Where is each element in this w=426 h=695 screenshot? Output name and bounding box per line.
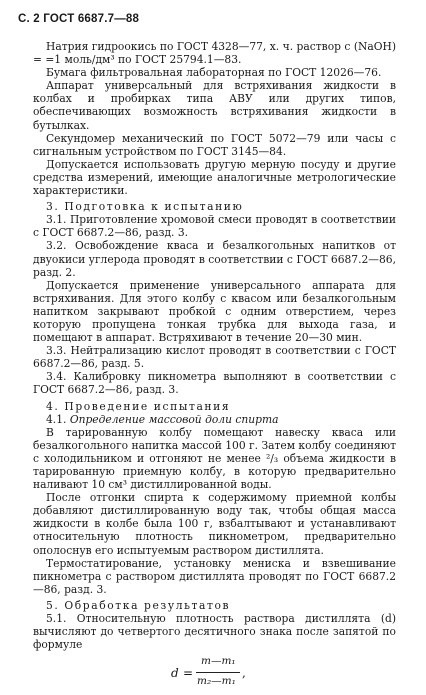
paragraph-5-1: 5.1. Относительную плотность раствора дистиллята (d) вычисляют до четвертого десятичного знака после запятой по формуле <box>33 612 396 652</box>
paragraph-4-1-a: В тарированную колбу помещают навеску кваса или безалкогольного напитка массой 100 г. Затем колбу соединяют с холодильником и отгоняют не менее ²/₃ объема жидкости в тарированную приемную колбу, в которую предварительно наливают 10 см³ дистиллированной воды. <box>33 425 396 492</box>
page-header: С. 2 ГОСТ 6687.7—88 <box>18 13 140 25</box>
subsection-4-1-heading <box>33 413 396 426</box>
document-body <box>33 40 396 695</box>
paragraph-alternatives: Допускается использовать другую мерную посуду и другие средства измерений, имеющие аналогичные метрологические характеристики. <box>33 157 396 198</box>
formula-lhs: d <box>171 666 179 681</box>
paragraph-filter-paper: Бумага фильтровальная лабораторная по ГОСТ 12026—76. <box>46 66 382 80</box>
formula-comma: , <box>242 666 246 681</box>
paragraph-3-3: 3.3. Нейтрализацию кислот проводят в соответствии с ГОСТ 6687.2—86, разд. 5. <box>33 344 396 371</box>
paragraph-4-1-b: После отгонки спирта к содержимому приемной колбы добавляют дистиллированную воду так, чтобы общая масса жидкости в колбе была 100 г, взбалтывают и устанавливают относительную плотность пикнометром, предварительно ополоснув его испытуемым раствором дистиллята. <box>33 491 396 557</box>
formula-equals: = <box>183 666 194 681</box>
paragraph-3-2: 3.2. Освобождение кваса и безалкогольных напитков от двуокиси углерода проводят в соответствии с ГОСТ 6687.2—86, разд. 2. <box>33 239 396 279</box>
formula-denominator: m₂—m₁ <box>197 675 236 688</box>
paragraph-3-2-note: Допускается применение универсального аппарата для встряхивания. Для этого колбу с квасом или безалкогольным напитком закрывают пробкой с одним отверстием, через которую пропущена тонкая трубка для выхода газа, и помещают в аппарат. Встряхивают в течение 20—30 мин. <box>33 278 396 345</box>
paragraph-reagent-naoh: Натрия гидроокись по ГОСТ 4328—77, х. ч. раствор c (NaOH) = =1 моль/дм³ по ГОСТ 25794.1—83. <box>33 40 396 67</box>
paragraph-3-1: 3.1. Приготовление хромовой смеси проводят в соответствии с ГОСТ 6687.2—86, разд. 3. <box>33 213 396 240</box>
section-3-heading: 3. Подготовка к испытанию <box>46 200 244 214</box>
paragraph-4-1-c: Термостатирование, установку мениска и взвешивание пикнометра с раствором дистиллята проводят по ГОСТ 6687.2—86, разд. 3. <box>33 556 396 596</box>
formula-numerator: m—m₁ <box>201 655 236 668</box>
section-5-heading: 5. Обработка результатов <box>46 598 231 612</box>
subsection-4-1-number: 4.1. <box>46 412 67 426</box>
paragraph-stopwatch: Секундомер механический по ГОСТ 5072—79 или часы с сигнальным устройством по ГОСТ 3145—84. <box>33 131 396 158</box>
density-formula <box>33 655 396 695</box>
paragraph-shaker: Аппарат универсальный для встряхивания жидкости в колбах и пробирках типа АВУ или других типов, обеспечивающих возможность встряхивания жидкости в бутылках. <box>33 79 396 132</box>
formula-fraction-bar <box>196 672 240 673</box>
subsection-4-1-title: Определение массовой доли спирта <box>69 412 279 426</box>
section-4-heading: 4. Проведение испытания <box>46 399 231 413</box>
paragraph-3-4: 3.4. Калибровку пикнометра выполняют в соответствии с ГОСТ 6687.2—86, разд. 3. <box>33 370 396 397</box>
